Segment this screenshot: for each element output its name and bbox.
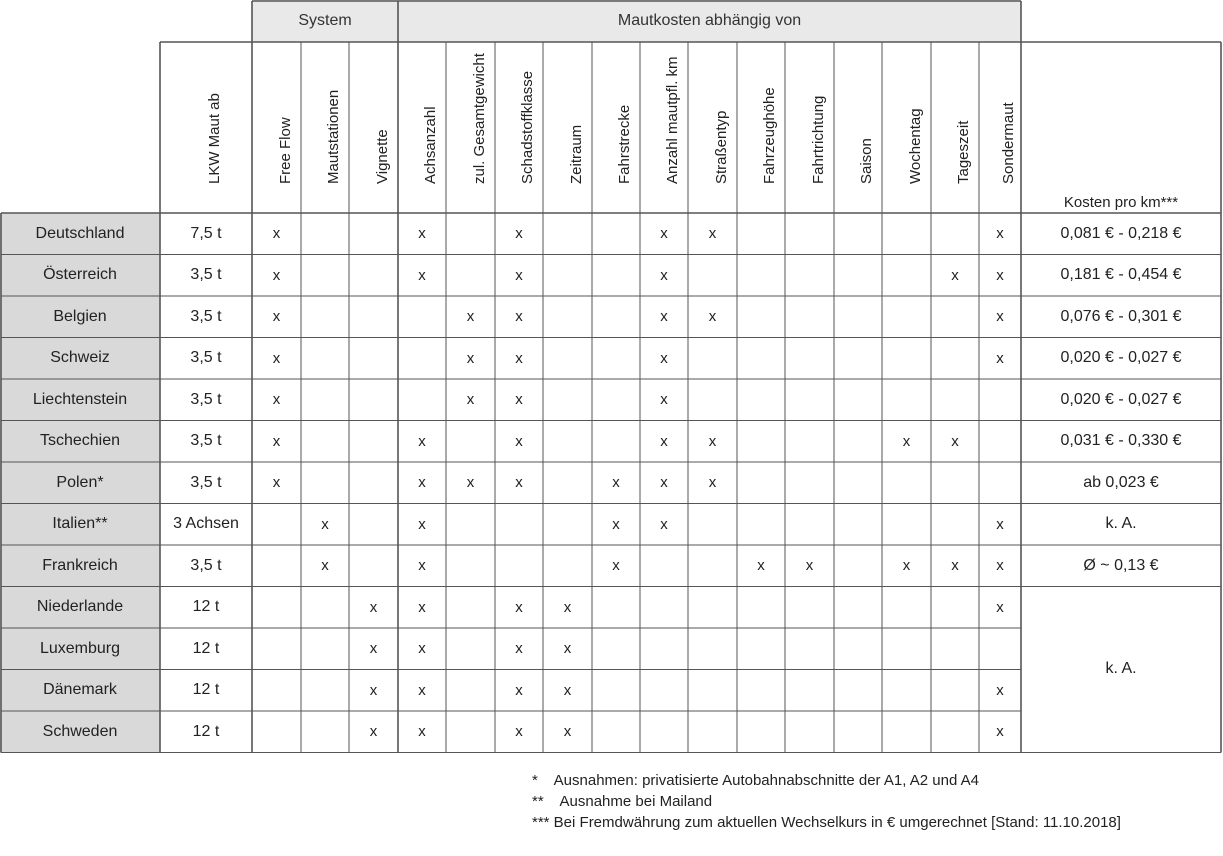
criteria-mark: x: [495, 213, 543, 255]
criteria-header-label: Anzahl mautpfl. km: [664, 56, 681, 184]
criteria-mark: x: [592, 504, 640, 546]
criteria-mark: x: [495, 628, 543, 670]
criteria-mark: x: [252, 379, 301, 421]
criteria-mark: x: [495, 255, 543, 297]
criteria-mark: x: [252, 462, 301, 504]
country-cell: Polen*: [0, 462, 160, 504]
criteria-mark: x: [931, 421, 979, 463]
country-cell: Belgien: [0, 296, 160, 338]
criteria-mark: x: [398, 213, 446, 255]
criteria-mark: x: [640, 296, 688, 338]
criteria-mark: x: [592, 545, 640, 587]
kosten-header: Kosten pro km***: [1063, 194, 1179, 211]
cost-cell: 0,081 € - 0,218 €: [1021, 213, 1221, 255]
lkw-maut-value: 12 t: [160, 587, 252, 629]
criteria-mark: x: [640, 338, 688, 380]
criteria-mark: x: [398, 545, 446, 587]
criteria-header-label: Tageszeit: [955, 120, 972, 184]
criteria-mark: x: [931, 545, 979, 587]
criteria-mark: x: [640, 421, 688, 463]
criteria-mark: x: [349, 711, 398, 753]
criteria-mark: x: [495, 338, 543, 380]
criteria-mark: x: [495, 587, 543, 629]
criteria-header-label: Vignette: [373, 129, 391, 184]
lkw-maut-value: 3,5 t: [160, 545, 252, 587]
criteria-mark: x: [543, 711, 592, 753]
country-cell: Schweden: [0, 711, 160, 753]
criteria-header-label: zul. Gesamtgewicht: [470, 53, 488, 184]
criteria-mark: x: [640, 213, 688, 255]
lkw-maut-value: 12 t: [160, 670, 252, 712]
cost-cell: 0,020 € - 0,027 €: [1021, 338, 1221, 380]
criteria-mark: x: [495, 711, 543, 753]
country-cell: Tschechien: [0, 421, 160, 463]
country-cell: Niederlande: [0, 587, 160, 629]
criteria-mark: x: [640, 504, 688, 546]
criteria-mark: x: [979, 296, 1021, 338]
criteria-mark: x: [252, 255, 301, 297]
criteria-header-label: Fahrtrichtung: [809, 95, 827, 184]
criteria-header-label: Mautstationen: [325, 89, 342, 184]
lkw-maut-value: 3,5 t: [160, 379, 252, 421]
criteria-mark: x: [252, 421, 301, 463]
criteria-mark: x: [398, 462, 446, 504]
criteria-mark: x: [301, 504, 349, 546]
criteria-header-label: Fahrstrecke: [616, 104, 633, 184]
criteria-mark: x: [446, 379, 495, 421]
lkw-maut-value: 3,5 t: [160, 255, 252, 297]
criteria-mark: x: [640, 379, 688, 421]
criteria-mark: x: [495, 296, 543, 338]
country-cell: Schweiz: [0, 338, 160, 380]
criteria-mark: x: [398, 421, 446, 463]
criteria-mark: x: [398, 711, 446, 753]
criteria-mark: x: [543, 670, 592, 712]
lkw-maut-value: 3,5 t: [160, 296, 252, 338]
cost-cell: 0,031 € - 0,330 €: [1021, 421, 1221, 463]
criteria-mark: x: [979, 670, 1021, 712]
criteria-mark: x: [495, 379, 543, 421]
criteria-mark: x: [398, 255, 446, 297]
criteria-mark: x: [301, 545, 349, 587]
criteria-header-label: Sondermaut: [1000, 102, 1017, 184]
cost-cell: 0,181 € - 0,454 €: [1021, 255, 1221, 297]
criteria-mark: x: [446, 296, 495, 338]
criteria-mark: x: [398, 587, 446, 629]
criteria-header-label: Saison: [858, 138, 875, 184]
criteria-mark: x: [737, 545, 785, 587]
criteria-mark: x: [688, 421, 737, 463]
criteria-header-label: Wochentag: [906, 108, 924, 184]
criteria-mark: x: [495, 670, 543, 712]
lkw-maut-value: 3 Achsen: [160, 504, 252, 546]
footnote-2: ** Ausnahme bei Mailand: [532, 793, 713, 810]
criteria-mark: x: [495, 421, 543, 463]
footnote-3: *** Bei Fremdwährung zum aktuellen Wechselkurs in € umgerechnet [Stand: 11.10.2018]: [532, 814, 1121, 831]
criteria-mark: x: [543, 628, 592, 670]
footnotes: [532, 770, 1121, 833]
criteria-mark: x: [349, 670, 398, 712]
criteria-mark: x: [592, 462, 640, 504]
criteria-mark: x: [446, 462, 495, 504]
criteria-mark: x: [979, 545, 1021, 587]
criteria-mark: x: [979, 255, 1021, 297]
criteria-header-label: Schadstoffklasse: [519, 70, 536, 184]
country-cell: Dänemark: [0, 670, 160, 712]
criteria-header-label: Fahrzeughöhe: [761, 87, 778, 184]
criteria-mark: x: [979, 711, 1021, 753]
criteria-mark: x: [398, 504, 446, 546]
cost-cell: ab 0,023 €: [1021, 462, 1221, 504]
criteria-mark: x: [785, 545, 834, 587]
criteria-mark: x: [495, 462, 543, 504]
lkw-maut-value: 12 t: [160, 711, 252, 753]
criteria-mark: x: [979, 504, 1021, 546]
criteria-mark: x: [640, 462, 688, 504]
country-cell: Deutschland: [0, 213, 160, 255]
criteria-mark: x: [979, 213, 1021, 255]
lkw-maut-value: 3,5 t: [160, 462, 252, 504]
cost-cell: Ø ~ 0,13 €: [1021, 545, 1221, 587]
criteria-mark: x: [252, 213, 301, 255]
criteria-header-label: Straßentyp: [712, 110, 730, 184]
lkw-maut-value: 3,5 t: [160, 338, 252, 380]
criteria-mark: x: [640, 255, 688, 297]
criteria-header-label: Free Flow: [276, 117, 294, 184]
criteria-mark: x: [688, 462, 737, 504]
lkw-maut-value: 7,5 t: [160, 213, 252, 255]
criteria-mark: x: [398, 670, 446, 712]
lkw-maut-value: 12 t: [160, 628, 252, 670]
country-cell: Italien**: [0, 504, 160, 546]
criteria-mark: x: [688, 296, 737, 338]
criteria-mark: x: [252, 338, 301, 380]
criteria-mark: x: [688, 213, 737, 255]
cost-cell: 0,020 € - 0,027 €: [1021, 379, 1221, 421]
criteria-mark: x: [931, 255, 979, 297]
mautkosten-group-header: Mautkosten abhängig von: [398, 0, 1021, 42]
criteria-mark: x: [398, 628, 446, 670]
merged-cost-cell: k. A.: [1105, 660, 1137, 677]
criteria-mark: x: [446, 338, 495, 380]
country-cell: Österreich: [0, 255, 160, 297]
cost-cell: 0,076 € - 0,301 €: [1021, 296, 1221, 338]
footnote-1: * Ausnahmen: privatisierte Autobahnabschnitte der A1, A2 und A4: [532, 772, 979, 789]
criteria-mark: x: [252, 296, 301, 338]
criteria-header-label: Achsanzahl: [422, 106, 439, 184]
criteria-mark: x: [979, 587, 1021, 629]
lkw-maut-label: LKW Maut ab: [206, 93, 223, 184]
country-cell: Luxemburg: [0, 628, 160, 670]
criteria-mark: x: [543, 587, 592, 629]
lkw-maut-value: 3,5 t: [160, 421, 252, 463]
criteria-header-label: Zeitraum: [567, 124, 585, 184]
criteria-mark: x: [979, 338, 1021, 380]
system-group-header: System: [252, 0, 398, 42]
criteria-mark: x: [882, 421, 931, 463]
criteria-mark: x: [882, 545, 931, 587]
criteria-mark: x: [349, 587, 398, 629]
country-cell: Liechtenstein: [0, 379, 160, 421]
criteria-mark: x: [349, 628, 398, 670]
country-cell: Frankreich: [0, 545, 160, 587]
cost-cell: k. A.: [1021, 504, 1221, 546]
